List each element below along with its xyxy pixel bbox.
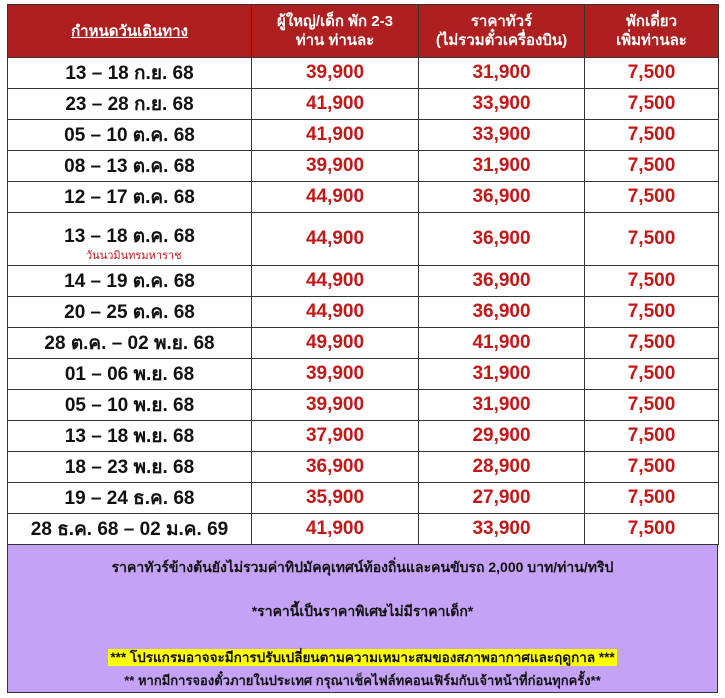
single-supplement-cell: 7,500 <box>585 213 719 266</box>
table-row <box>8 58 719 89</box>
single-supplement-cell: 7,500 <box>585 328 719 359</box>
single-supplement-cell: 7,500 <box>585 89 719 120</box>
adult-price-cell: 44,900 <box>252 213 419 266</box>
travel-date-cell: 05 – 10 ต.ค. 68 <box>8 120 252 151</box>
single-supplement-cell: 7,500 <box>585 483 719 514</box>
adult-price-cell: 37,900 <box>252 421 419 452</box>
adult-price-cell: 44,900 <box>252 266 419 297</box>
tour-price-cell: 31,900 <box>419 390 585 421</box>
single-supplement-cell: 7,500 <box>585 359 719 390</box>
travel-date-cell: 23 – 28 ก.ย. 68 <box>8 89 252 120</box>
table-row <box>8 359 719 390</box>
travel-date-cell: 13 – 18 พ.ย. 68 <box>8 421 252 452</box>
table-body <box>8 58 719 545</box>
travel-date-cell <box>8 213 252 266</box>
header-single-supplement <box>585 5 719 58</box>
adult-price-cell: 41,900 <box>252 120 419 151</box>
adult-price-cell: 39,900 <box>252 58 419 89</box>
travel-date-cell: 18 – 23 พ.ย. 68 <box>8 452 252 483</box>
tour-price-cell: 41,900 <box>419 328 585 359</box>
single-supplement-cell: 7,500 <box>585 58 719 89</box>
table-row <box>8 483 719 514</box>
travel-date-cell: 28 ต.ค. – 02 พ.ย. 68 <box>8 328 252 359</box>
table-header-row <box>8 5 719 58</box>
tour-price-cell: 33,900 <box>419 120 585 151</box>
tour-price-cell: 36,900 <box>419 266 585 297</box>
travel-date-cell: 28 ธ.ค. 68 – 02 ม.ค. 69 <box>8 514 252 545</box>
table-row <box>8 213 719 266</box>
single-supplement-cell: 7,500 <box>585 514 719 545</box>
tour-price-cell: 33,900 <box>419 514 585 545</box>
price-table <box>7 4 719 545</box>
header-adult-price <box>252 5 419 58</box>
table-row <box>8 452 719 483</box>
table-row <box>8 390 719 421</box>
header-tour-line1: ราคาทัวร์ <box>470 13 533 30</box>
tour-price-cell: 36,900 <box>419 182 585 213</box>
header-adult-line2: ท่าน ท่านละ <box>295 32 375 49</box>
adult-price-cell: 39,900 <box>252 359 419 390</box>
single-supplement-cell: 7,500 <box>585 120 719 151</box>
table-row <box>8 266 719 297</box>
tour-price-cell: 27,900 <box>419 483 585 514</box>
adult-price-cell: 49,900 <box>252 328 419 359</box>
table-row <box>8 151 719 182</box>
travel-date-cell: 14 – 19 ต.ค. 68 <box>8 266 252 297</box>
travel-date-cell: 05 – 10 พ.ย. 68 <box>8 390 252 421</box>
adult-price-cell: 39,900 <box>252 390 419 421</box>
holiday-note: วันนวมินทรมหาราช <box>86 250 182 262</box>
travel-date-cell: 19 – 24 ธ.ค. 68 <box>8 483 252 514</box>
header-tour-price <box>419 5 585 58</box>
adult-price-cell: 44,900 <box>252 182 419 213</box>
adult-price-cell: 36,900 <box>252 452 419 483</box>
travel-date: 13 – 18 ต.ค. 68 <box>64 226 195 247</box>
tour-price-cell: 31,900 <box>419 58 585 89</box>
tour-price-cell: 29,900 <box>419 421 585 452</box>
table-row <box>8 182 719 213</box>
travel-date-cell: 20 – 25 ต.ค. 68 <box>8 297 252 328</box>
footer-program-change-note <box>8 646 717 668</box>
tour-price-cell: 36,900 <box>419 297 585 328</box>
footer-special-price-note: *ราคานี้เป็นราคาพิเศษไม่มีราคาเด็ก* <box>251 603 474 619</box>
tour-price-cell: 31,900 <box>419 359 585 390</box>
adult-price-cell: 39,900 <box>252 151 419 182</box>
header-single-line1: พักเดี่ยว <box>625 13 678 30</box>
adult-price-cell: 44,900 <box>252 297 419 328</box>
header-single-line2: เพิ่มท่านละ <box>616 32 687 49</box>
tour-price-cell: 28,900 <box>419 452 585 483</box>
footer-tip-note: ราคาทัวร์ข้างต้นยังไม่รวมค่าทิปมัคคุเทศน์ท้องถิ่นและคนขับรถ 2,000 บาท/ท่าน/ทริป <box>111 559 614 575</box>
header-tour-line2: (ไม่รวมตั๋วเครื่องบิน) <box>435 32 568 49</box>
header-travel-date: กำหนดวันเดินทาง <box>8 5 252 58</box>
footer-program-change-text: *** โปรแกรมอาจจะมีการปรับเปลี่ยนตามความเหมาะสมของสภาพอากาศและฤดูกาล *** <box>110 650 615 665</box>
tour-price-cell: 36,900 <box>419 213 585 266</box>
adult-price-cell: 41,900 <box>252 89 419 120</box>
table-row <box>8 120 719 151</box>
single-supplement-cell: 7,500 <box>585 151 719 182</box>
tour-price-cell: 31,900 <box>419 151 585 182</box>
travel-date-cell: 12 – 17 ต.ค. 68 <box>8 182 252 213</box>
footer-domestic-ticket-note: ** หากมีการจองตั๋วภายในประเทศ กรุณาเช็คไฟล์ทคอนเฟิร์มกับเจ้าหน้าที่ก่อนทุกครั้ง** <box>124 673 601 688</box>
single-supplement-cell: 7,500 <box>585 297 719 328</box>
single-supplement-cell: 7,500 <box>585 390 719 421</box>
tour-price-cell: 33,900 <box>419 89 585 120</box>
single-supplement-cell: 7,500 <box>585 452 719 483</box>
adult-price-cell: 41,900 <box>252 514 419 545</box>
single-supplement-cell: 7,500 <box>585 421 719 452</box>
table-row <box>8 328 719 359</box>
table-row <box>8 421 719 452</box>
travel-date-cell: 13 – 18 ก.ย. 68 <box>8 58 252 89</box>
single-supplement-cell: 7,500 <box>585 182 719 213</box>
adult-price-cell: 35,900 <box>252 483 419 514</box>
travel-date-cell: 08 – 13 ต.ค. 68 <box>8 151 252 182</box>
price-table-container <box>7 4 718 693</box>
single-supplement-cell: 7,500 <box>585 266 719 297</box>
footer-notes <box>7 545 718 693</box>
header-adult-line1: ผู้ใหญ่/เด็ก พัก 2-3 <box>277 13 393 30</box>
table-row <box>8 514 719 545</box>
travel-date-cell: 01 – 06 พ.ย. 68 <box>8 359 252 390</box>
table-row <box>8 297 719 328</box>
table-row <box>8 89 719 120</box>
